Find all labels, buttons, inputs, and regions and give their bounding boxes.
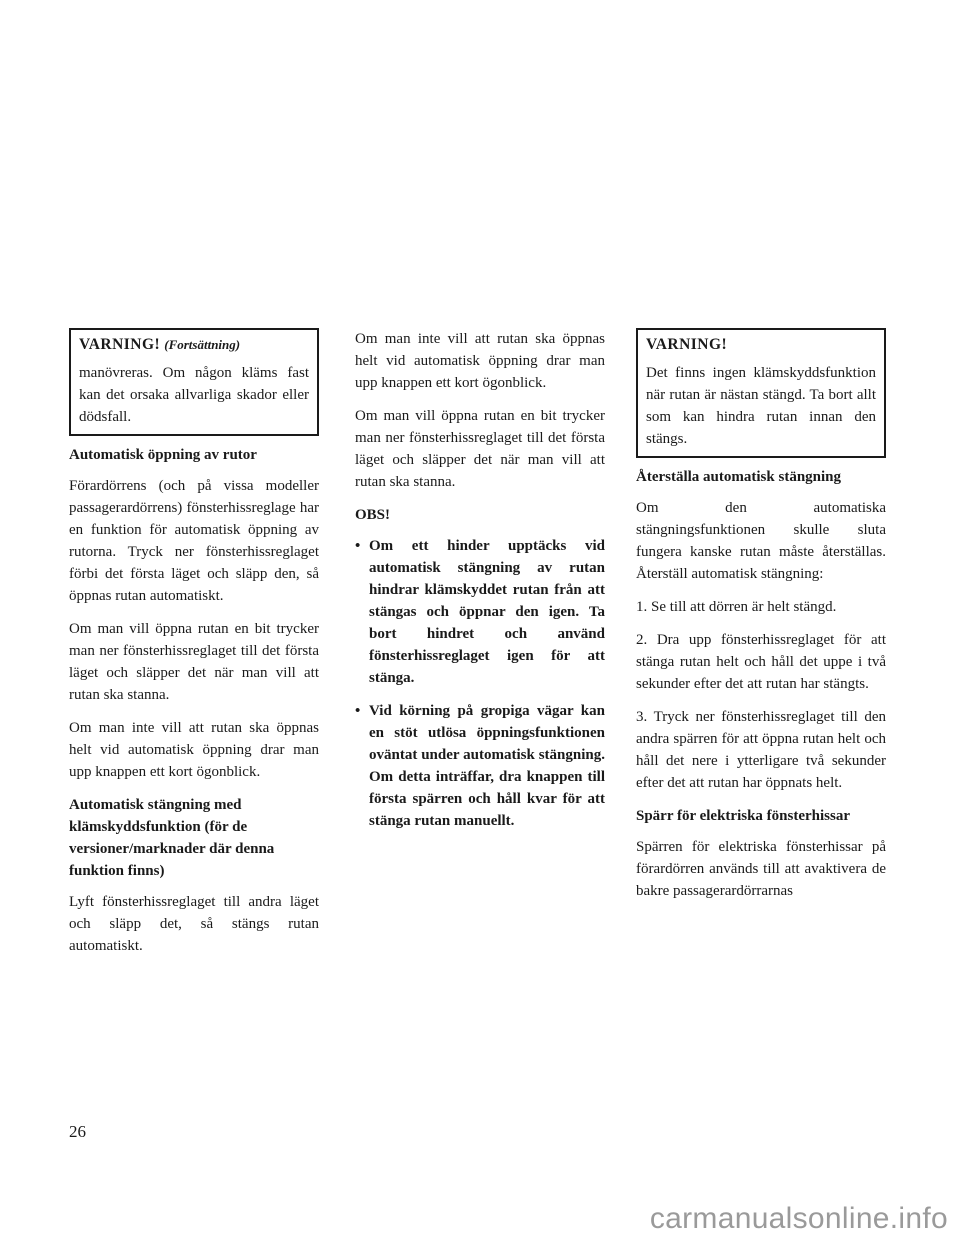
paragraph: Förardörrens (och på vissa modeller passagerardörrens) fönsterhissreglage har en funktion för automatisk öppning av rutorna. Tryck ner fönsterhissreglaget förbi det första läget och släpp den, så öppnas rutan automatiskt. [69, 478, 319, 604]
bullet-icon: • [355, 538, 361, 554]
paragraph: Om man inte vill att rutan ska öppnas helt vid automatisk öppning drar man upp knappen ett kort ögonblick. [355, 331, 605, 391]
warning-text: manövreras. Om någon kläms fast kan det orsaka allvarliga skador eller dödsfall. [79, 365, 309, 425]
section-heading-auto-close: Automatisk stängning med klämskyddsfunktion (för de versioner/marknader där denna funktion finns) [69, 797, 275, 879]
column-1 [69, 328, 319, 968]
step-2: 2. Dra upp fönsterhissreglaget för att stänga rutan helt och håll det uppe i två sekunder efter det att rutan har stängts. [636, 632, 886, 692]
section-heading-reset: Återställa automatisk stängning [636, 469, 842, 485]
column-2 [355, 328, 605, 843]
warning-text: Det finns ingen klämskyddsfunktion när rutan är nästan stängd. Ta bort allt som kan hindra rutan innan den stängs. [646, 365, 876, 447]
warning-box-continued [69, 328, 319, 436]
paragraph: Spärren för elektriska fönsterhissar på förardörren används till att avaktivera de bakre passagerardörrarnas [636, 839, 886, 899]
list-item: • Vid körning på gropiga vägar kan en stöt utlösa öppningsfunktionen oväntat under automatisk stängning. Om detta inträffar, dra knappen till första spärren och håll kvar för att stänga rutan manuellt. [355, 700, 605, 832]
warning-box [636, 328, 886, 458]
list-item: • Om ett hinder upptäcks vid automatisk stängning av rutan hindrar klämskyddet rutan från att stängas och öppnar den igen. Ta bort hindret och använd fönsterhissreglaget igen för att stänga. [355, 535, 605, 689]
paragraph: Om man vill öppna rutan en bit trycker man ner fönsterhissreglaget till det första läget och släpper det när man vill att rutan ska stanna. [69, 621, 319, 703]
column-3 [636, 328, 886, 913]
paragraph: Om man inte vill att rutan ska öppnas helt vid automatisk öppning drar man upp knappen ett kort ögonblick. [69, 720, 319, 780]
step-1: 1. Se till att dörren är helt stängd. [636, 599, 837, 615]
obs-heading: OBS! [355, 507, 391, 523]
paragraph: Lyft fönsterhissreglaget till andra läget och släpp det, så stängs rutan automatiskt. [69, 894, 319, 954]
paragraph: Om man vill öppna rutan en bit trycker man ner fönsterhissreglaget till det första läget och släpper det när man vill att rutan ska stanna. [355, 408, 605, 490]
page-number: 26 [69, 1122, 86, 1141]
paragraph: Om den automatiska stängningsfunktionen skulle sluta fungera kanske rutan måste återställas. Återställ automatisk stängning: [636, 500, 886, 582]
obs-bullet-list [355, 535, 605, 832]
warning-title: VARNING! (Fortsättning) [79, 336, 241, 353]
step-3: 3. Tryck ner fönsterhissreglaget till den andra spärren för att öppna rutan helt och håll det nere i ytterligare två sekunder efter det att rutan har öppnats helt. [636, 709, 886, 791]
section-heading-auto-open: Automatisk öppning av rutor [69, 447, 257, 463]
warning-title: VARNING! [646, 336, 728, 353]
warning-subtitle: (Fortsättning) [164, 337, 241, 352]
bullet-icon: • [355, 703, 361, 719]
watermark: carmanualsonline.info [649, 1202, 948, 1235]
section-heading-window-lock: Spärr för elektriska fönsterhissar [636, 808, 851, 824]
